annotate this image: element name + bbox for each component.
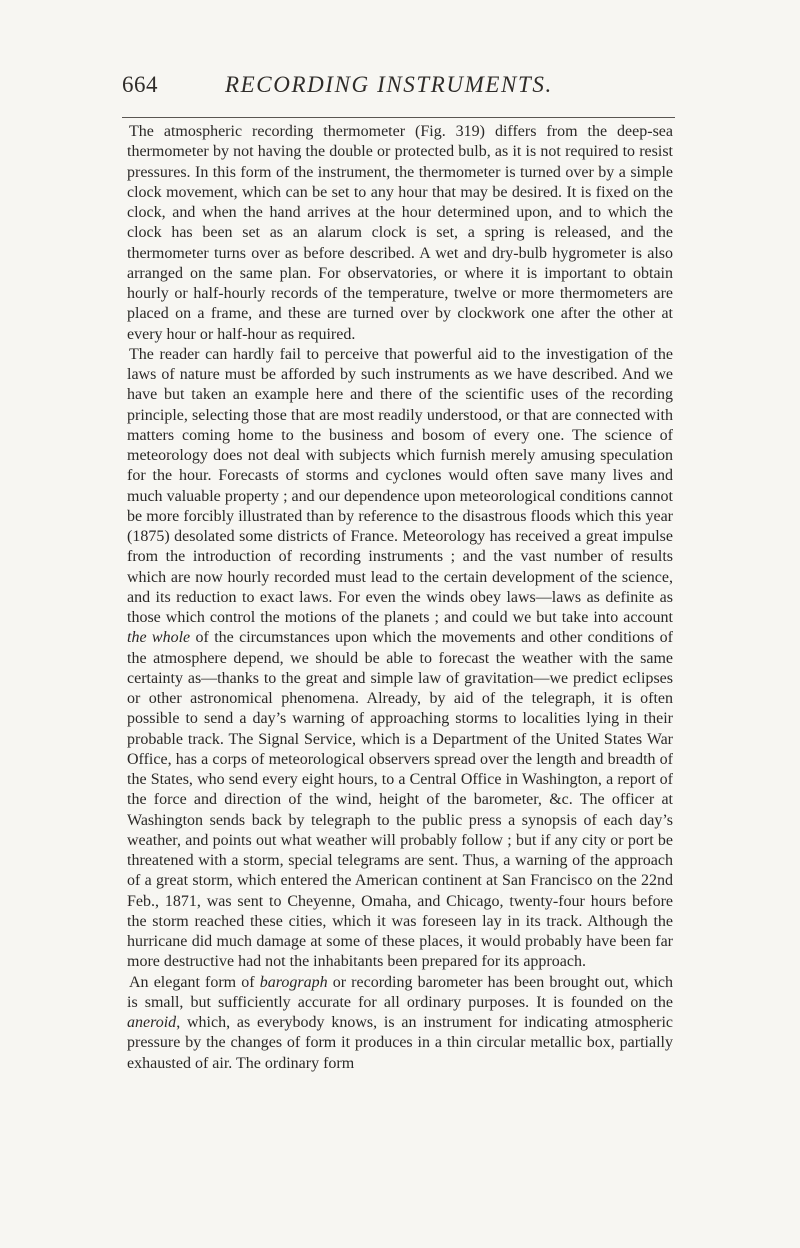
text-run: or recording barometer has been brought out, which is small, but sufficiently accurate for all ordinary purposes. It is founded on the [127,973,673,1011]
paragraph [127,973,673,1074]
page-number: 664 [122,72,158,97]
text-run: An elegant form of [129,973,260,991]
italic-text: aneroid [127,1014,177,1031]
text-run: , which, as everybody knows, is an instrument for indicating atmospheric pressure by the changes of form it produces in a thin circular metallic box, partially exhausted of air. The ordinary form [127,1014,673,1072]
text-run: of the circumstances upon which the movements and other conditions of the atmosphere depend, we should be able to forecast the weather with the same certainty as—thanks to the great and simple law of gravitation—we predict eclipses or other astronomical phenomena. Already, by aid of the telegraph, it is often possible to send a day’s warning of approaching storms to localities lying in their probable track. The Signal Service, which is a Department of the United States War Office, has a corps of meteorological observers spread over the length and breadth of the States, who send every eight hours, to a Central Office in Washington, a report of the force and direction of the wind, height of the barometer, &c. The officer at Washington sends back by telegraph to the public press a synopsis of each day’s weather, and points out what weather will probably follow ; but if any city or port be threatened with a storm, special telegrams are sent. Thus, a warning of the approach of a great storm, which entered the American continent at San Francisco on the 22nd Feb., 1871, was sent to Cheyenne, Omaha, and Chicago, twenty-four hours before the storm reached these cities, which it was foreseen lay in its track. Although the hurricane did much damage at some of these places, it would probably have been far more destructive had not the inhabitants been prepared for its approach. [127,629,674,971]
running-head: RECORDING INSTRUMENTS. [225,72,553,97]
paragraph [127,122,673,345]
header-rule [122,117,675,118]
page-header [122,72,682,102]
italic-text: the whole [127,629,191,647]
italic-text: barograph [259,973,328,991]
body-text [127,122,673,1074]
text-run: The reader can hardly fail to perceive that powerful aid to the investigation of the laws of nature must be afforded by such instruments as we have described. And we have but taken an example here and there of the scientific uses of the recording principle, selecting those that are most readily understood, or that are connected with matters coming home to the business and bosom of every one. The science of meteorology does not deal with subjects which furnish merely amusing speculation for the hour. Forecasts of storms and cyclones would often save many lives and much valuable property ; and our dependence upon meteorological conditions cannot be more forcibly illustrated than by reference to the disastrous floods which this year (1875) desolated some districts of France. Meteorology has received a great impulse from the introduction of recording instruments ; and the vast number of results which are now hourly recorded must lead to the certain development of the science, and its reduction to exact laws. For even the winds obey laws—laws as definite as those which control the motions of the planets ; and could we but take into account [127,345,673,626]
paragraph [127,345,673,973]
text-run: The atmospheric recording thermometer (Fig. 319) differs from the deep-sea thermometer by not having the double or protected bulb, as it is not required to resist pressures. In this form of the instrument, the thermometer is turned over by a simple clock movement, which can be set to any hour that may be desired. It is fixed on the clock, and when the hand arrives at the hour determined upon, and to which the clock has been set as an alarum clock is set, a spring is released, and the thermometer turns over as before described. A wet and dry-bulb hygrometer is also arranged on the same plan. For observatories, or where it is important to obtain hourly or half-hourly records of the temperature, twelve or more thermometers are placed on a frame, and these are turned over by clockwork one after the other at every hour or half-hour as required. [127,123,673,343]
